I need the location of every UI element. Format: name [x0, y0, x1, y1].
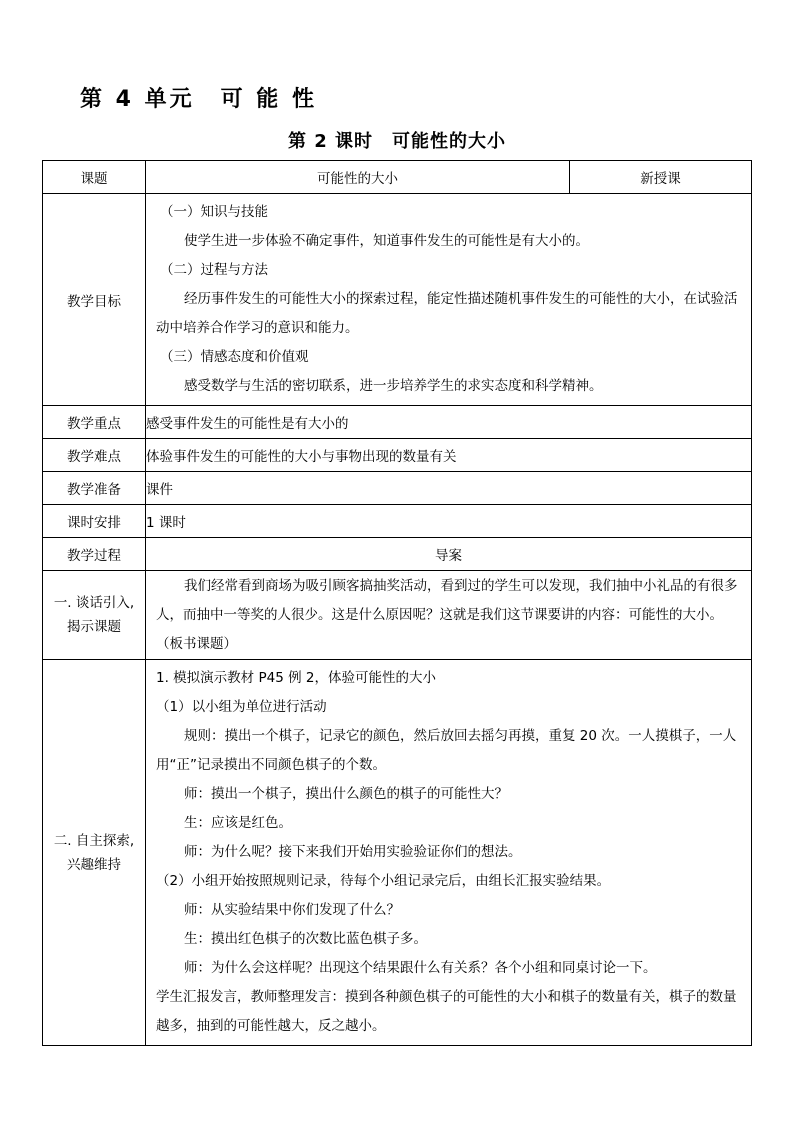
schedule-value: 1 课时 [146, 505, 752, 538]
step2-label [43, 660, 146, 1046]
unit-title [80, 82, 317, 113]
lesson-plan-table [42, 160, 752, 1046]
key-value: 感受事件发生的可能性是有大小的 [146, 406, 752, 439]
goals-cell [146, 194, 752, 406]
goal-1-text: 使学生进一步体验不确定事件，知道事件发生的可能性是有大小的。 [184, 233, 589, 249]
step2-line-10: 师：为什么会这样呢？出现这个结果跟什么有关系？各个小组和同桌讨论一下。 [184, 960, 657, 976]
process-label: 教学过程 [43, 538, 146, 571]
step2-label-line1: 二. 自主探索, [53, 832, 135, 849]
goals-row [43, 194, 752, 406]
goal-2-text: 经历事件发生的可能性大小的探索过程，能定性描述随机事件发生的可能性的大小，在试验活动中培养合作学习的意识和能力。 [156, 291, 738, 336]
lesson-type: 新授课 [570, 161, 752, 194]
step2-cell [146, 660, 752, 1046]
goal-3-heading: （三）情感态度和价值观 [160, 349, 309, 365]
step2-row [43, 660, 752, 1046]
step2-line-8: 师：从实验结果中你们发现了什么？ [184, 902, 400, 918]
topic-label: 课题 [43, 161, 146, 194]
difficulty-value: 体验事件发生的可能性的大小与事物出现的数量有关 [146, 439, 752, 472]
step2-line-11: 学生汇报发言，教师整理发言：摸到各种颜色棋子的可能性的大小和棋子的数量有关，棋子的数量越多，抽到的可能性越大，反之越小。 [156, 989, 737, 1034]
goals-label: 教学目标 [43, 194, 146, 406]
topic-row [43, 161, 752, 194]
prep-row [43, 472, 752, 505]
key-label: 教学重点 [43, 406, 146, 439]
step1-label [43, 571, 146, 660]
process-value: 导案 [146, 538, 752, 571]
step1-label-line1: 一. 谈话引入, [53, 595, 135, 611]
schedule-row [43, 505, 752, 538]
goal-3-text: 感受数学与生活的密切联系，进一步培养学生的求实态度和科学精神。 [184, 378, 603, 394]
unit-number: 第 4 单元 [80, 87, 195, 112]
step2-label-line2: 兴趣维持 [67, 856, 121, 873]
schedule-label: 课时安排 [43, 505, 146, 538]
step1-row [43, 571, 752, 660]
difficulty-row [43, 439, 752, 472]
step2-line-3: 规则：摸出一个棋子，记录它的颜色，然后放回去摇匀再摸，重复 20 次。一人摸棋子，一人用“正”记录摸出不同颜色棋子的个数。 [156, 728, 737, 773]
unit-name: 可 能 性 [220, 87, 317, 112]
step1-label-line2: 揭示课题 [67, 619, 121, 635]
key-row [43, 406, 752, 439]
prep-value: 课件 [146, 472, 752, 505]
topic-value: 可能性的大小 [146, 161, 570, 194]
step2-line-6: 师：为什么呢？接下来我们开始用实验验证你们的想法。 [184, 844, 522, 860]
process-row [43, 538, 752, 571]
step2-line-4: 师：摸出一个棋子，摸出什么颜色的棋子的可能性大？ [184, 786, 508, 802]
step1-text: 我们经常看到商场为吸引顾客搞抽奖活动，看到过的学生可以发现，我们抽中小礼品的有很多人，而抽中一等奖的人很少。这是什么原因呢？这就是我们这节课要讲的内容：可能性的大小。（板书课题） [156, 577, 738, 652]
goal-2-heading: （二）过程与方法 [160, 262, 268, 278]
difficulty-label: 教学难点 [43, 439, 146, 472]
step2-line-1: 1. 模拟演示教材 P45 例 2，体验可能性的大小 [156, 670, 436, 686]
step2-line-5: 生：应该是红色。 [184, 815, 292, 831]
lesson-title: 第 2 课时 可能性的大小 [287, 131, 507, 152]
step2-line-2: （1）以小组为单位进行活动 [156, 699, 327, 715]
step1-cell [146, 571, 752, 660]
prep-label: 教学准备 [43, 472, 146, 505]
step2-line-7: （2）小组开始按照规则记录，待每个小组记录完后，由组长汇报实验结果。 [156, 873, 611, 889]
step2-line-9: 生：摸出红色棋子的次数比蓝色棋子多。 [184, 931, 427, 947]
goal-1-heading: （一）知识与技能 [160, 204, 268, 220]
